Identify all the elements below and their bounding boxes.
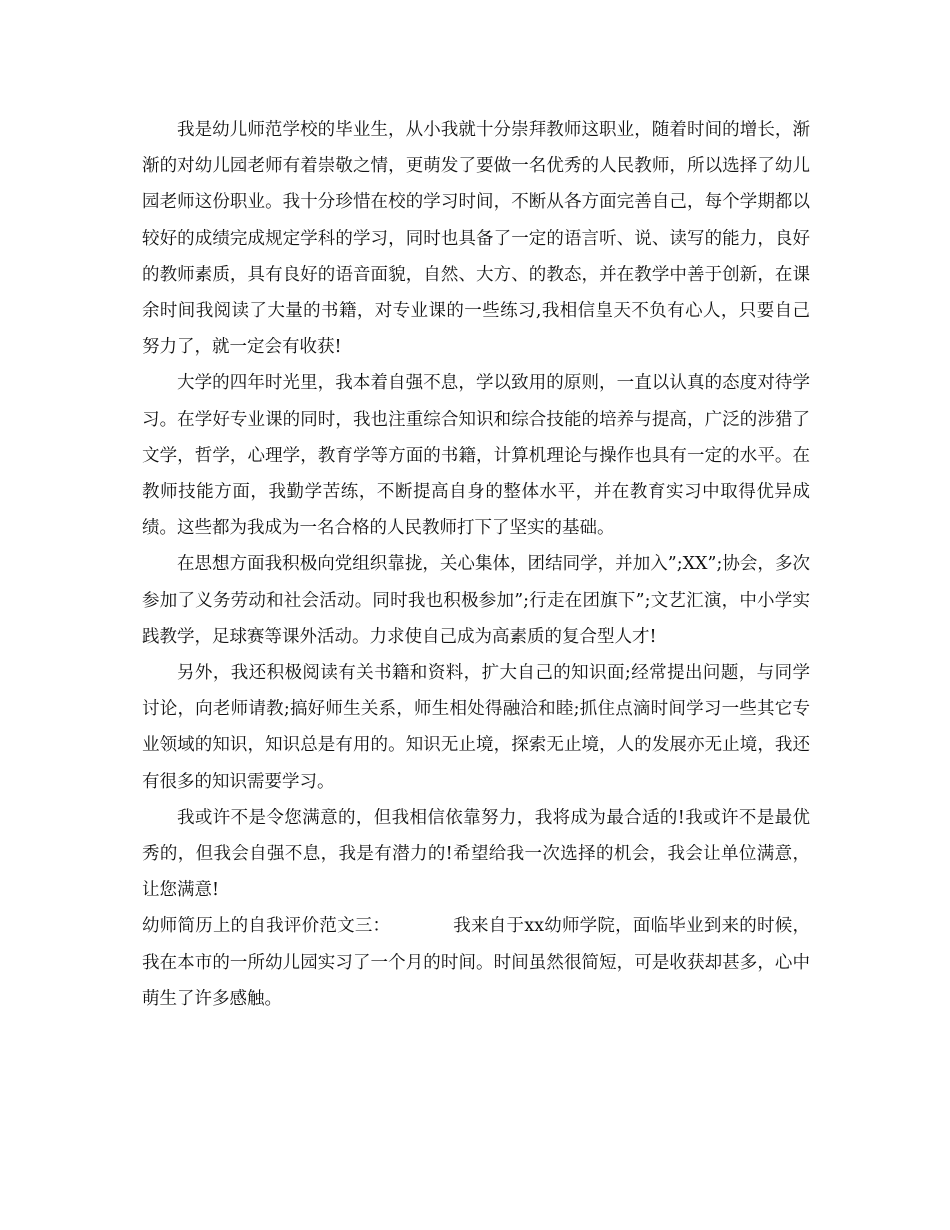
section-heading: 幼师简历上的自我评价范文三： xyxy=(142,916,391,937)
paragraph-1: 我是幼儿师范学校的毕业生，从小我就十分崇拜教师这职业，随着时间的增长，渐渐的对幼儿园老师有着崇敬之情，更萌发了要做一名优秀的人民教师，所以选择了幼儿园老师这份职业。我十分珍惜在校的学习时间，不断从各方面完善自己，每个学期都以较好的成绩完成规定学科的学习，同时也具备了一定的语言听、说、读写的能力，良好的教师素质，具有良好的语音面貌，自然、大方、的教态，并在教学中善于创新，在课余时间我阅读了大量的书籍，对专业课的一些练习,我相信皇天不负有心人，只要自己努力了，就一定会有收获! xyxy=(142,120,810,358)
section-paragraph xyxy=(142,908,810,1017)
paragraph-3: 在思想方面我积极向党组织靠拢，关心集体，团结同学，并加入”;XX”;协会，多次参加了义务劳动和社会活动。同时我也积极参加”;行走在团旗下”;文艺汇演，中小学实践教学，足球赛等课外活动。力求使自己成为高素质的复合型人才! xyxy=(142,554,810,647)
paragraph-4: 另外，我还积极阅读有关书籍和资料，扩大自己的知识面;经常提出问题，与同学讨论，向老师请教;搞好师生关系，师生相处得融洽和睦;抓住点滴时间学习一些其它专业领域的知识，知识总是有用的。知识无止境，探索无止境，人的发展亦无止境，我还有很多的知识需要学习。 xyxy=(142,663,810,792)
paragraph-2: 大学的四年时光里，我本着自强不息，学以致用的原则，一直以认真的态度对待学习。在学好专业课的同时，我也注重综合知识和综合技能的培养与提高，广泛的涉猎了文学，哲学，心理学，教育学等方面的书籍，计算机理论与操作也具有一定的水平。在教师技能方面，我勤学苦练，不断提高自身的整体水平，并在教育实习中取得优异成绩。这些都为我成为一名合格的人民教师打下了坚实的基础。 xyxy=(142,373,810,539)
paragraph-5: 我或许不是令您满意的，但我相信依靠努力，我将成为最合适的!我或许不是最优秀的，但我会自强不息，我是有潜力的!希望给我一次选择的机会，我会让单位满意，让您满意! xyxy=(142,807,810,901)
document-page xyxy=(142,112,810,1017)
section-text: 我来自于xx幼师学院，面临毕业到来的时候，我在本市的一所幼儿园实习了一个月的时间。时间虽然很简短，可是收获却甚多，心中萌生了许多感触。 xyxy=(142,916,810,1009)
